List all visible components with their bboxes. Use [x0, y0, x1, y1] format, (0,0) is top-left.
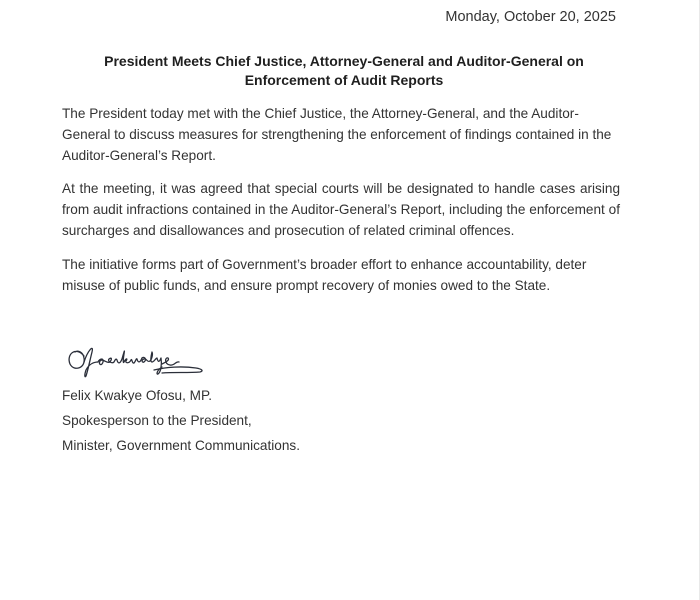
body-paragraph-1: The President today met with the Chief Justice, the Attorney-General, and the Auditor-General to discuss measures for strengthening the enforcement of findings contained in the Auditor-General’s Report. — [62, 106, 612, 163]
body-paragraph-2: At the meeting, it was agreed that special courts will be designated to handle cases arising from audit infractions contained in the Auditor-General’s Report, including the enforcement of surcharges and disallowances and prosecution of related criminal offences. — [62, 181, 620, 238]
press-release-title: President Meets Chief Justice, Attorney-General and Auditor-General on Enforcement of Audit Reports — [104, 53, 584, 88]
signatory-role-2: Minister, Government Communications. — [62, 438, 300, 453]
release-date: Monday, October 20, 2025 — [445, 9, 616, 25]
signatory-name: Felix Kwakye Ofosu, MP. — [62, 388, 213, 403]
signatory-role-1: Spokesperson to the President, — [62, 413, 252, 428]
signature-icon — [62, 340, 212, 382]
body-paragraph-3: The initiative forms part of Government’s broader effort to enhance accountability, deter misuse of public funds, and ensure prompt recovery of monies owed to the State. — [62, 257, 587, 293]
